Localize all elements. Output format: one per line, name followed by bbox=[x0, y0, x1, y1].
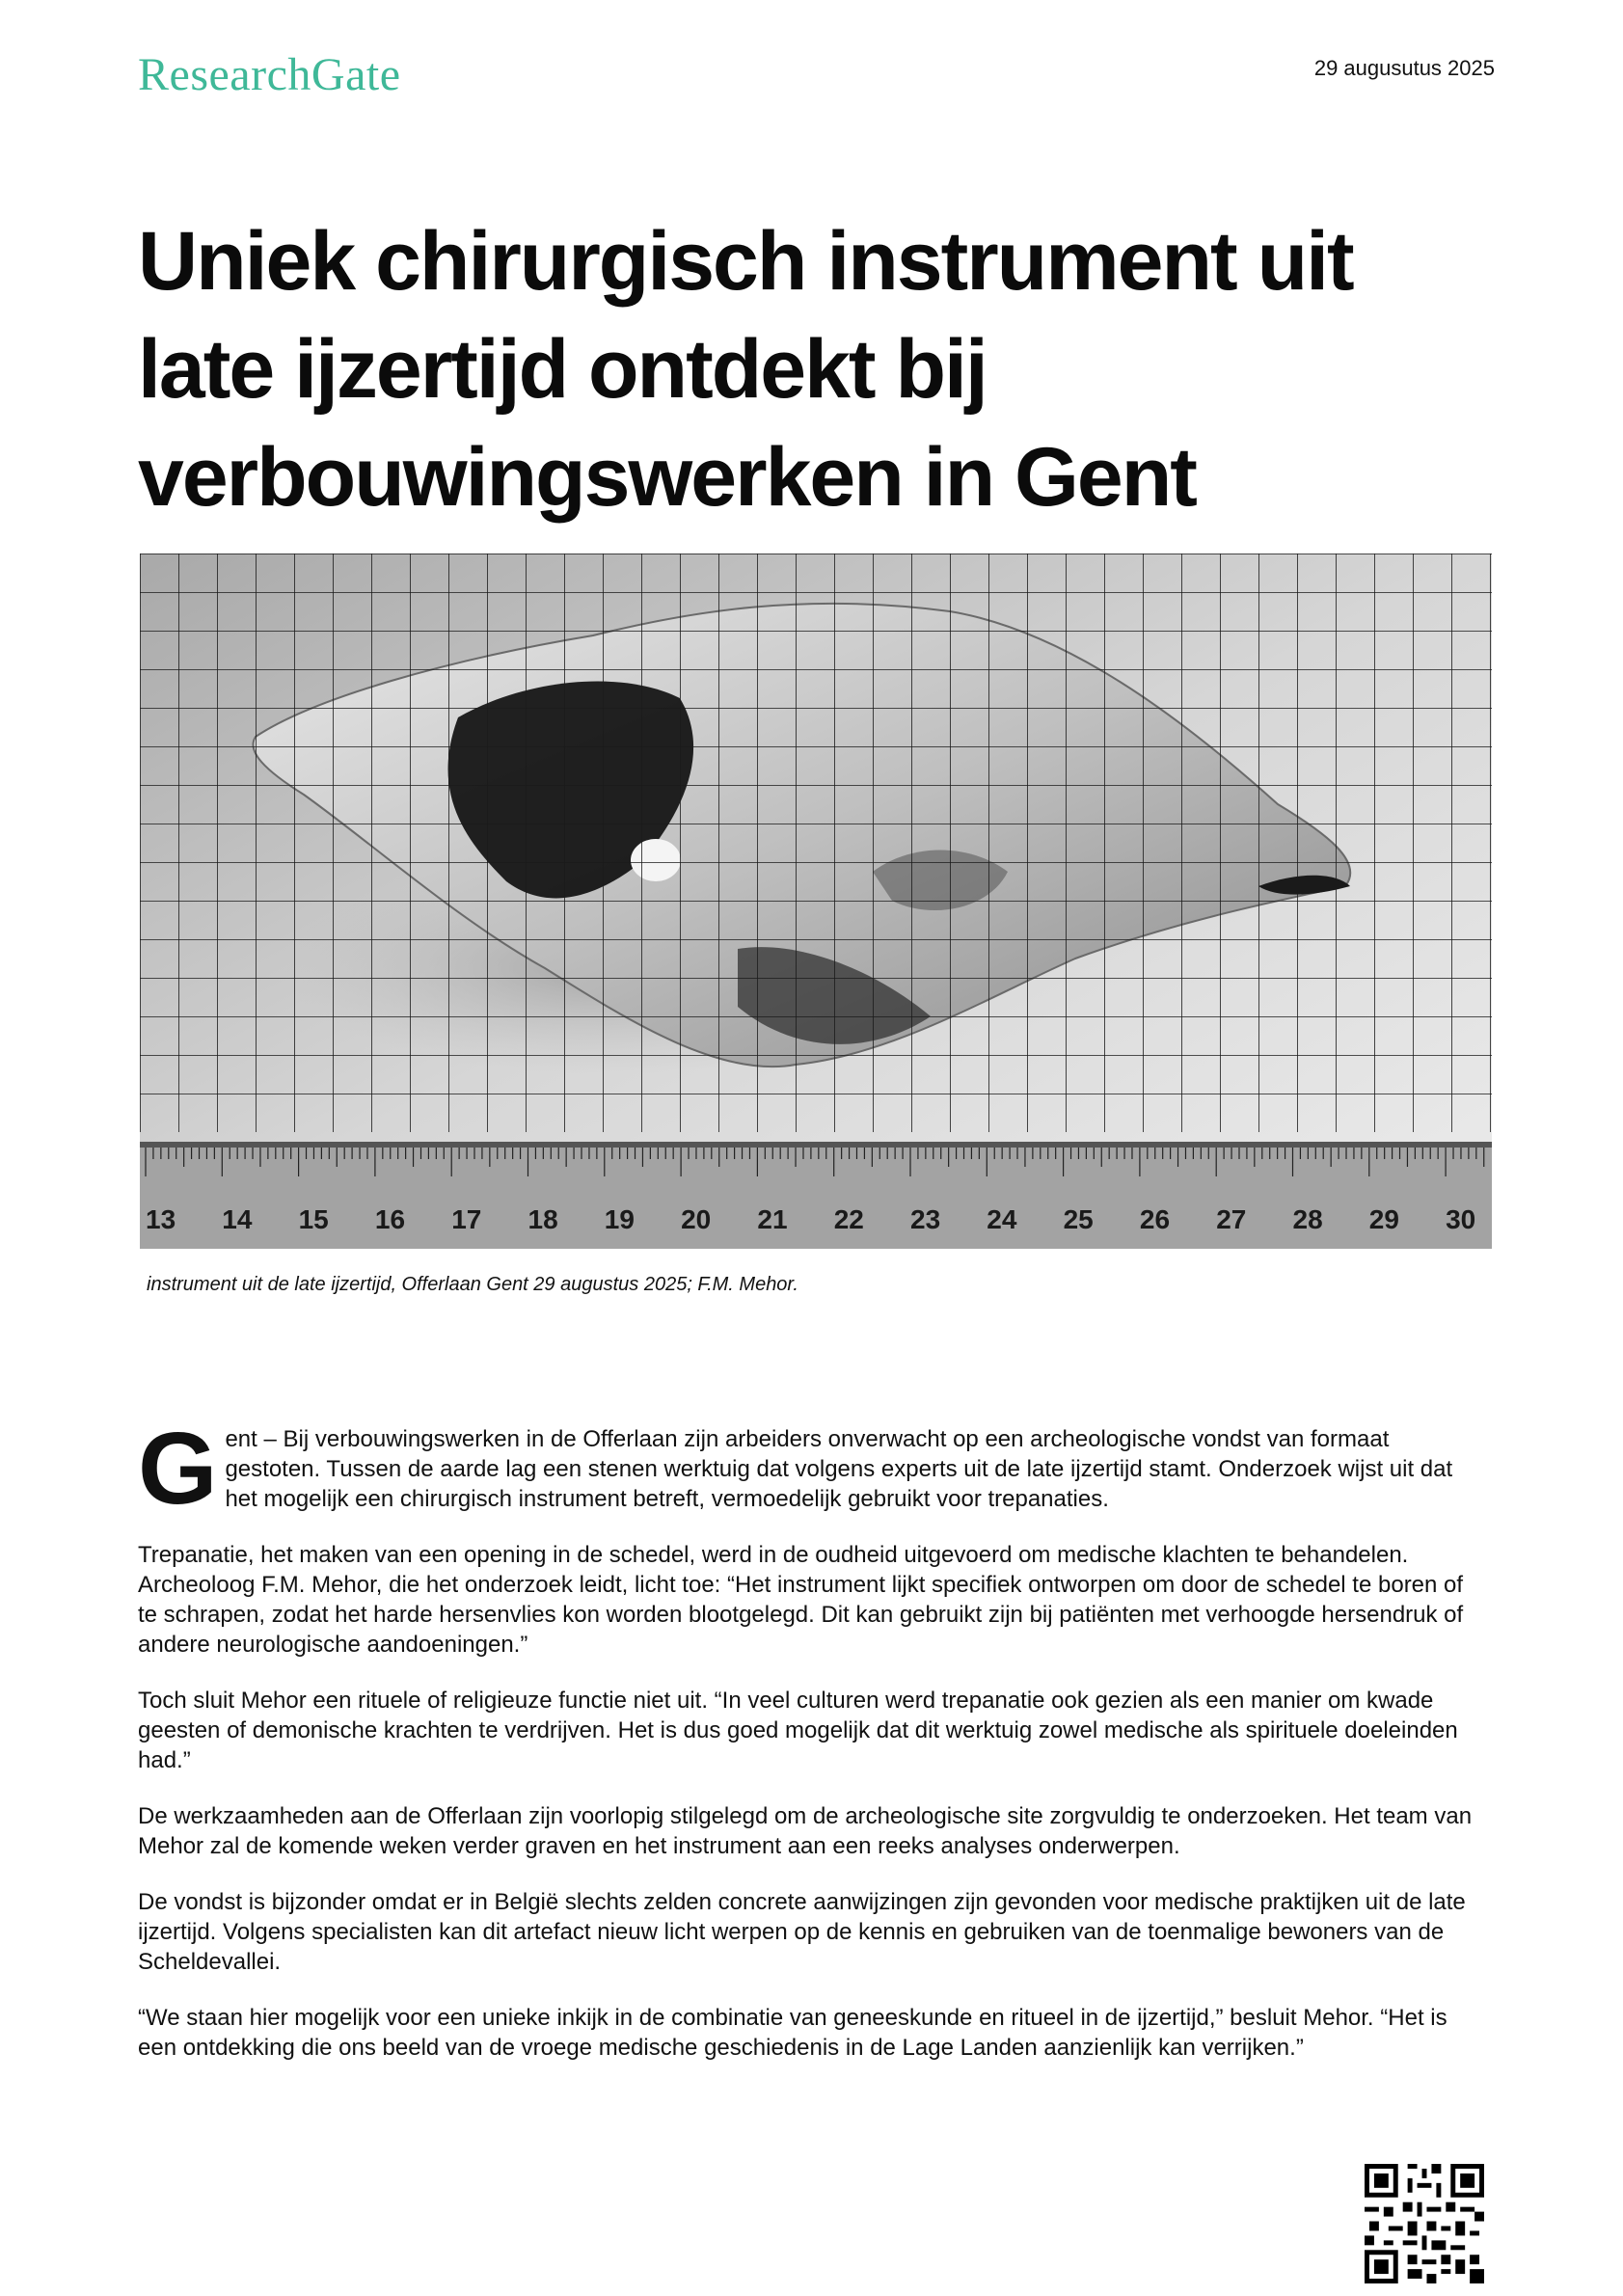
figure-caption: instrument uit de late ijzertijd, Offerlaan Gent 29 augustus 2025; F.M. Mehor. bbox=[147, 1274, 798, 1295]
article-figure bbox=[140, 554, 1492, 1249]
ruler-number: 13 bbox=[146, 1204, 176, 1234]
ruler-number: 26 bbox=[1139, 1204, 1171, 1234]
ruler-number: 28 bbox=[1292, 1204, 1323, 1234]
article-title: Uniek chirurgisch instrument uit late ijzertijd ontdekt bij verbouwingswerken in Gent bbox=[138, 215, 1353, 524]
body-paragraph: “We staan hier mogelijk voor een unieke inkijk in de combinatie van geneeskunde en ritueel in de ijzertijd,” besluit Mehor. “Het is een ontdekking die ons beeld van de vroege medische geschiedenis in de Lage Landen aanzienlijk kan verrijken.” bbox=[138, 2005, 1447, 2061]
ruler-number: 23 bbox=[910, 1204, 941, 1234]
ruler-number: 16 bbox=[374, 1204, 406, 1234]
ruler-number: 20 bbox=[681, 1204, 712, 1234]
ruler-number: 25 bbox=[1063, 1204, 1094, 1234]
lead-text: ent – Bij verbouwingswerken in de Offerlaan zijn arbeiders onverwacht op een archeologische vondst van formaat gestoten. Tussen de aarde lag een stenen werktuig dat volgens experts uit de late ijzertijd stamt. Onderzoek wijst uit dat het mogelijk een chirurgisch instrument betreft, vermoedelijk gebruikt voor trepanaties. bbox=[225, 1426, 1453, 1512]
ruler-number: 29 bbox=[1368, 1204, 1399, 1234]
body-paragraph: Trepanatie, het maken van een opening in de schedel, werd in de oudheid uitgevoerd om medische klachten te behandelen. Archeoloog F.M. Mehor, die het onderzoek leidt, licht toe: “Het instrument lijkt specifiek ontworpen om door de schedel te boren of te schrapen, zodat het harde hersenvlies kon worden blootgelegd. Dit kan gebruikt zijn bij patiënten met verhoogde hersendruk of andere neurologische aandoeningen.” bbox=[138, 1542, 1464, 1658]
ruler-number: 15 bbox=[298, 1204, 329, 1234]
measuring-ruler bbox=[140, 1142, 1492, 1249]
researchgate-logo[interactable]: ResearchGate bbox=[138, 49, 401, 100]
body-paragraph: De werkzaamheden aan de Offerlaan zijn voorlopig stilgelegd om de archeologische site zorgvuldig te onderzoeken. Het team van Mehor zal de komende weken verder graven en het instrument aan een reeks analyses onderwerpen. bbox=[138, 1803, 1473, 1859]
body-paragraph: De vondst is bijzonder omdat er in België slechts zelden concrete aanwijzingen zijn gevonden voor medische praktijken uit de late ijzertijd. Volgens specialisten kan dit artefact nieuw licht werpen op de kennis en gebruiken van de toenmalige bewoners van de Scheldevallei. bbox=[138, 1889, 1466, 1975]
article-body bbox=[138, 1412, 1478, 2089]
ruler-number: 19 bbox=[604, 1204, 635, 1234]
ruler-number: 14 bbox=[222, 1204, 253, 1234]
ruler-number: 17 bbox=[451, 1204, 482, 1234]
artifact-photo bbox=[140, 554, 1492, 1249]
drop-cap: G bbox=[138, 1412, 218, 1526]
publication-date: 29 augusutus 2025 bbox=[1313, 56, 1495, 80]
lead-paragraph bbox=[138, 1412, 1478, 1526]
ruler-number: 27 bbox=[1216, 1204, 1247, 1234]
ruler-number: 30 bbox=[1446, 1204, 1476, 1234]
ruler-number: 22 bbox=[833, 1204, 864, 1234]
qr-code-icon[interactable] bbox=[1365, 2164, 1484, 2283]
ruler-number: 18 bbox=[527, 1204, 558, 1234]
body-paragraph: Toch sluit Mehor een rituele of religieuze functie niet uit. “In veel culturen werd trepanatie ook gezien als een manier om kwade geesten of demonische krachten te verdrijven. Het is dus goed mogelijk dat dit werktuig zowel medische als spirituele doeleinden had.” bbox=[138, 1688, 1458, 1773]
ruler-number: 24 bbox=[987, 1204, 1017, 1234]
ruler-number: 21 bbox=[757, 1204, 788, 1234]
